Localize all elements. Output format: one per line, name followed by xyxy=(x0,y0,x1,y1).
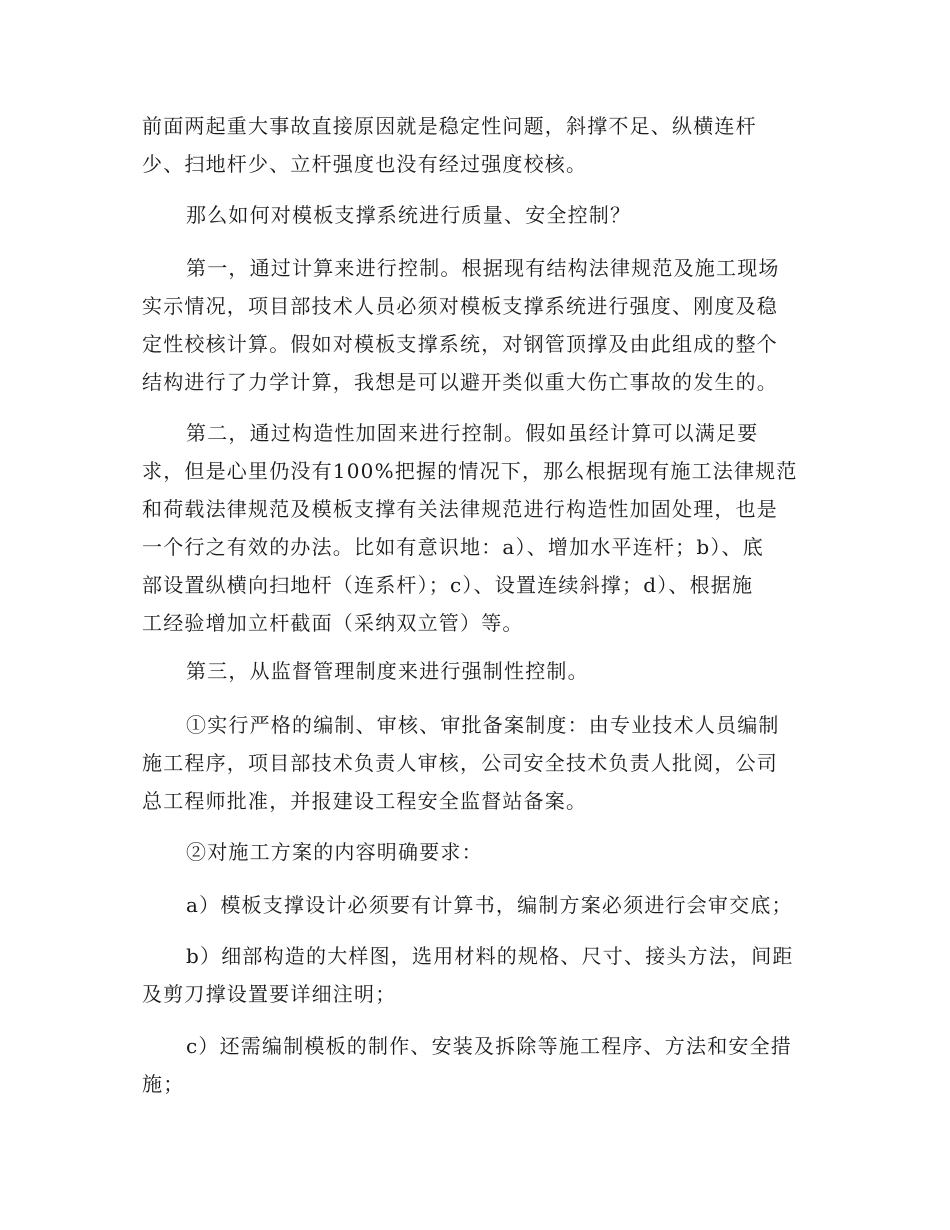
paragraph-line: a）模板支撑设计必须要有计算书，编制方案必须进行会审交底； xyxy=(186,893,793,917)
paragraph-2 xyxy=(142,196,812,234)
paragraph-line: 求，但是心里仍没有100%把握的情况下，那么根据现有施工法律规范 xyxy=(142,459,798,483)
paragraph-1 xyxy=(142,107,812,183)
paragraph-line: 第一，通过计算来进行控制。根据现有结构法律规范及施工现场 xyxy=(186,256,780,280)
paragraph-7 xyxy=(142,833,812,871)
paragraph-line: 工经验增加立杆截面（采纳双立管）等。 xyxy=(142,611,524,635)
paragraph-3 xyxy=(142,249,812,401)
paragraph-10 xyxy=(142,1027,812,1103)
paragraph-line: 第二，通过构造性加固来进行控制。假如虽经计算可以满足要 xyxy=(186,421,759,445)
paragraph-line: 总工程师批准，并报建设工程安全监督站备案。 xyxy=(142,789,588,813)
paragraph-line: ②对施工方案的内容明确要求： xyxy=(186,840,483,864)
paragraph-line: 第三，从监督管理制度来进行强制性控制。 xyxy=(186,659,589,683)
paragraph-line: 一个行之有效的办法。比如有意识地：a）、增加水平连杆；b）、底 xyxy=(142,535,764,559)
paragraph-line: 结构进行了力学计算，我想是可以避开类似重大伤亡事故的发生的。 xyxy=(142,370,778,394)
paragraph-9 xyxy=(142,937,812,1013)
paragraph-line: 和荷载法律规范及模板支撑有关法律规范进行构造性加固处理，也是 xyxy=(142,497,778,521)
paragraph-line: 前面两起重大事故直接原因就是稳定性问题，斜撑不足、纵横连杆 xyxy=(142,114,757,138)
paragraph-line: 那么如何对模板支撑系统进行质量、安全控制？ xyxy=(186,203,632,227)
paragraph-line: 施工程序，项目部技术负责人审核，公司安全技术负责人批阅，公司 xyxy=(142,751,778,775)
paragraph-6 xyxy=(142,706,812,820)
paragraph-line: ①实行严格的编制、审核、审批备案制度：由专业技术人员编制 xyxy=(186,713,780,737)
paragraph-line: c）还需编制模板的制作、安装及拆除等施工程序、方法和安全措 xyxy=(186,1034,793,1058)
paragraph-line: 少、扫地杆少、立杆强度也没有经过强度校核。 xyxy=(142,152,588,176)
paragraph-line: 实示情况，项目部技术人员必须对模板支撑系统进行强度、刚度及稳 xyxy=(142,294,778,318)
paragraph-5 xyxy=(142,652,812,690)
paragraph-line: b）细部构造的大样图，选用材料的规格、尺寸、接头方法，间距 xyxy=(186,944,794,968)
paragraph-line: 及剪刀撑设置要详细注明； xyxy=(142,982,397,1006)
paragraph-4 xyxy=(142,414,812,642)
paragraph-line: 定性校核计算。假如对模板支撑系统，对钢管顶撑及由此组成的整个 xyxy=(142,332,778,356)
paragraph-8 xyxy=(142,886,812,924)
paragraph-line: 部设置纵横向扫地杆（连系杆）；c）、设置连续斜撑；d）、根据施 xyxy=(142,573,754,597)
paragraph-line: 施； xyxy=(142,1072,185,1096)
